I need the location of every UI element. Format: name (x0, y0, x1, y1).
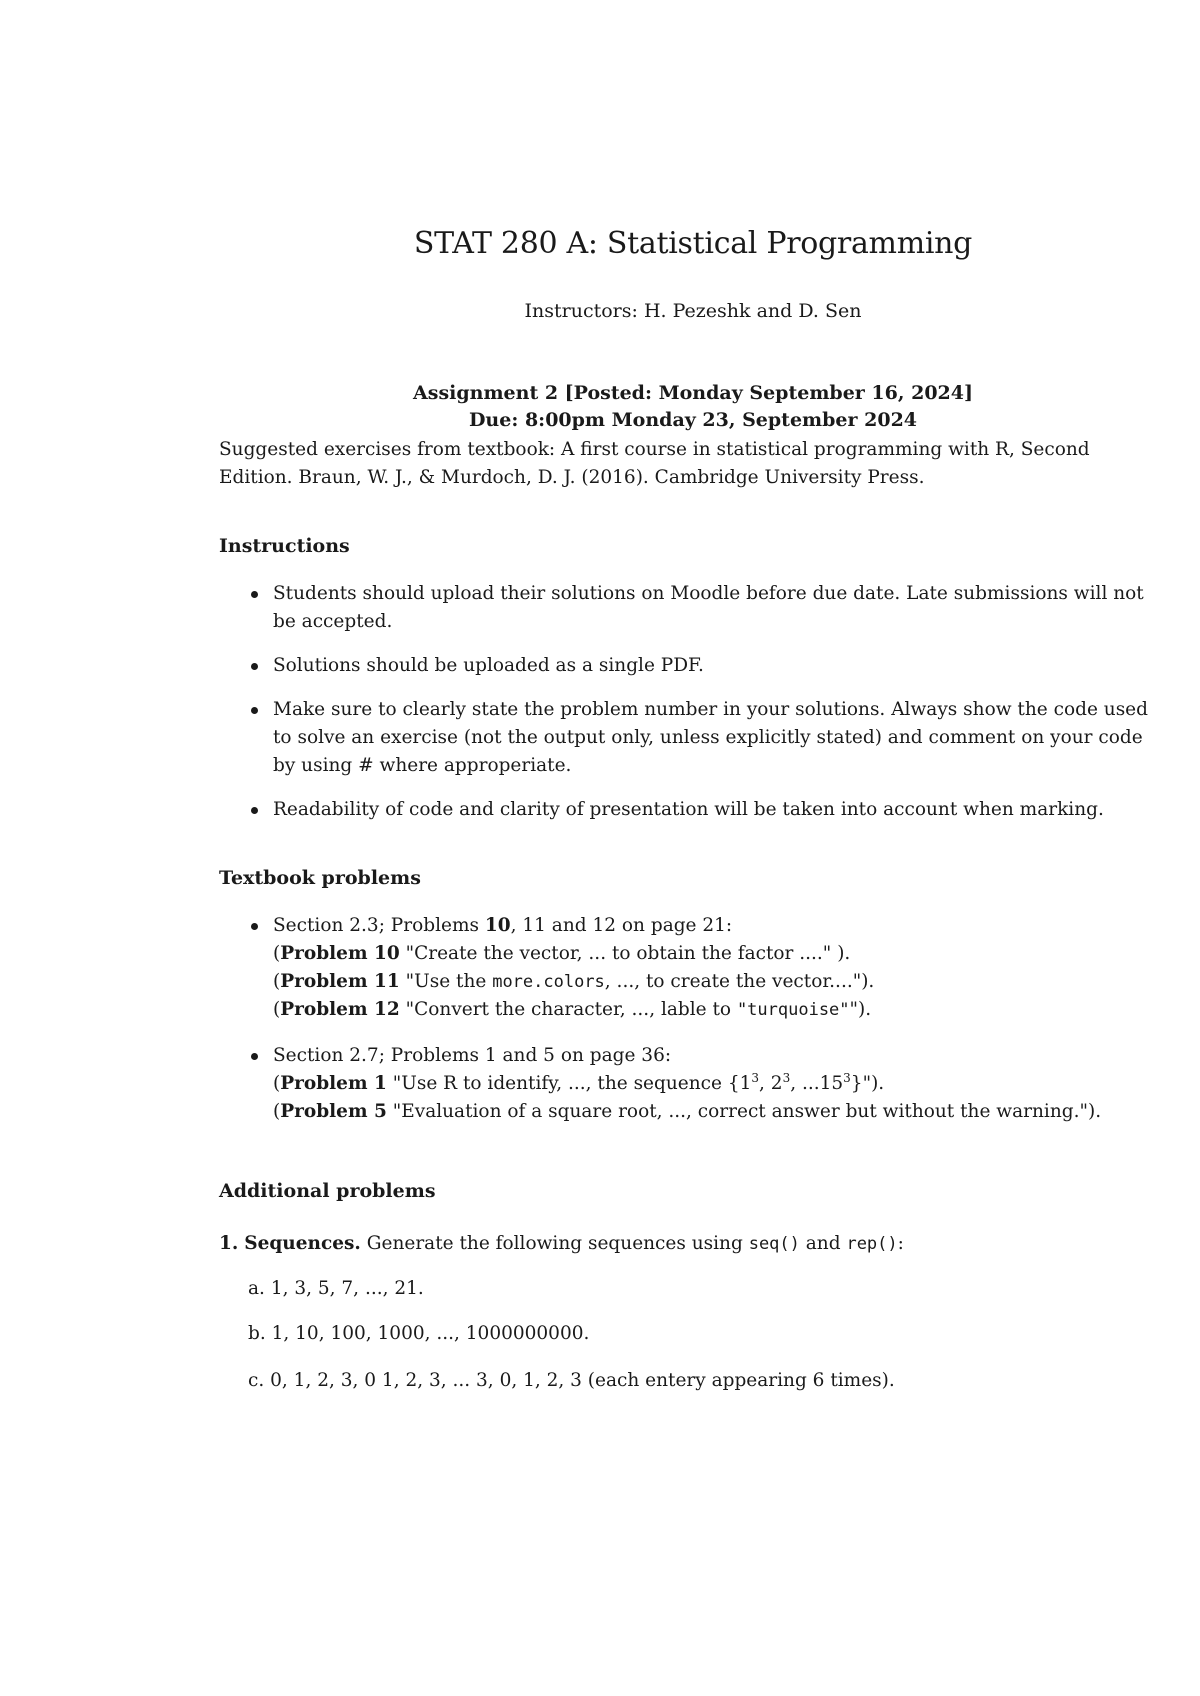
instruction-item: Make sure to clearly state the problem number in your solutions. Always show the code used to solve an exercise (not the output only, unless explicitly stated) and comment on your code by using # where approperiate. (249, 696, 1149, 780)
sequence-subitem (248, 1323, 589, 1344)
assignment-posted-line: Assignment 2 [Posted: Monday September 16, 2024] (413, 382, 973, 404)
problem-text: "Convert the character, ..., lable to (399, 999, 737, 1020)
problem-label: Problem 12 (280, 999, 400, 1020)
problem-sequences (219, 1233, 904, 1254)
instructions-list (249, 580, 1149, 824)
textbook-problems-list (249, 912, 1149, 1126)
problem-number: 12 (592, 915, 617, 936)
item-text: and (799, 1233, 847, 1254)
instruction-item: Students should upload their solutions on Moodle before due date. Late submissions will not be accepted. (249, 580, 1149, 636)
code-text: rep() (846, 1234, 898, 1254)
intro-text: on page 21: (616, 915, 733, 936)
problem-label: Problem 10 (280, 943, 400, 964)
separator: and (545, 915, 593, 936)
subitem-text: 0, 1, 2, 3, 0 1, 2, 3, ... 3, 0, 1, 2, 3 (each entery appearing 6 times). (270, 1370, 895, 1391)
problem-text: "Use the (399, 971, 493, 992)
problem-10-line: (Problem 10 "Create the vector, ... to obtain the factor ...." ). (273, 943, 851, 964)
problem-number: 11 (522, 915, 546, 936)
problem-number: 10 (484, 915, 511, 936)
subitem-label: c. (248, 1370, 265, 1391)
problem-text: "Create the vector, ... to obtain the factor ...." ). (399, 943, 851, 964)
superscript: 3 (751, 1071, 760, 1085)
problem-text: "Use R to identify, ..., the sequence {1 (386, 1073, 752, 1094)
instruction-item: Readability of code and clarity of presentation will be taken into account when marking. (249, 796, 1149, 824)
subitem-text: 1, 3, 5, 7, ..., 21. (270, 1278, 424, 1299)
problem-text: , ...15 (790, 1073, 844, 1094)
section-2-7-item (249, 1042, 1149, 1126)
item-text: : (897, 1233, 904, 1254)
code-text: "turquoise" (736, 1000, 850, 1020)
problem-label: Problem 1 (280, 1073, 387, 1094)
problem-5-line: (Problem 5 "Evaluation of a square root, ..., correct answer but without the warning."). (273, 1101, 1102, 1122)
subitem-label: a. (248, 1278, 265, 1299)
separator: , (510, 915, 523, 936)
document-title: STAT 280 A: Statistical Programming (413, 226, 973, 261)
item-number: 1. (219, 1233, 239, 1254)
problem-text: , 2 (759, 1073, 783, 1094)
problem-label: Problem 11 (280, 971, 400, 992)
item-text: Generate the following sequences using (360, 1233, 749, 1254)
problem-text: }"). (850, 1073, 885, 1094)
intro-text: Section 2.3; Problems (273, 915, 485, 936)
code-text: seq() (748, 1234, 800, 1254)
section-2-3-item (249, 912, 1149, 1024)
sequence-subitem (248, 1370, 895, 1391)
problem-text: "). (849, 999, 872, 1020)
textbook-problems-heading: Textbook problems (219, 867, 421, 889)
superscript: 3 (843, 1071, 851, 1085)
subitem-label: b. (248, 1323, 266, 1344)
problem-label: Problem 5 (280, 1101, 387, 1122)
code-text: more.colors (492, 972, 605, 992)
item-title: Sequences. (244, 1233, 361, 1254)
due-date-line: Due: 8:00pm Monday 23, September 2024 (468, 409, 918, 431)
problem-1-line: (Problem 1 "Use R to identify, ..., the sequence {$1^3$, $2^3$, ...15$^3$}"). (273, 1071, 885, 1094)
problem-text: "Evaluation of a square root, ..., correct answer but without the warning."). (386, 1101, 1102, 1122)
subitem-text: 1, 10, 100, 1000, ..., 1000000000. (271, 1323, 590, 1344)
additional-problems-heading: Additional problems (219, 1180, 436, 1202)
sequence-subitem (248, 1278, 424, 1299)
problem-12-line: (Problem 12 "Convert the character, ..., lable to "turquoise""). (273, 999, 872, 1020)
instructors-line: Instructors: H. Pezeshk and D. Sen (524, 300, 862, 322)
problem-11-line: (Problem 11 "Use the more.colors, ..., to create the vector...."). (273, 971, 875, 992)
suggested-exercises-paragraph: Suggested exercises from textbook: A first course in statistical programming with R, Second Edition. Braun, W. J., & Murdoch, D. J. (2016). Cambridge University Press. (219, 439, 1090, 488)
section-2-7-intro: Section 2.7; Problems 1 and 5 on page 36: (273, 1045, 672, 1066)
instructions-heading: Instructions (219, 535, 350, 557)
section-2-3-intro (273, 912, 1149, 940)
problem-text: , ..., to create the vector...."). (604, 971, 875, 992)
superscript: 3 (782, 1071, 791, 1085)
instruction-item: Solutions should be uploaded as a single PDF. (249, 652, 1149, 680)
